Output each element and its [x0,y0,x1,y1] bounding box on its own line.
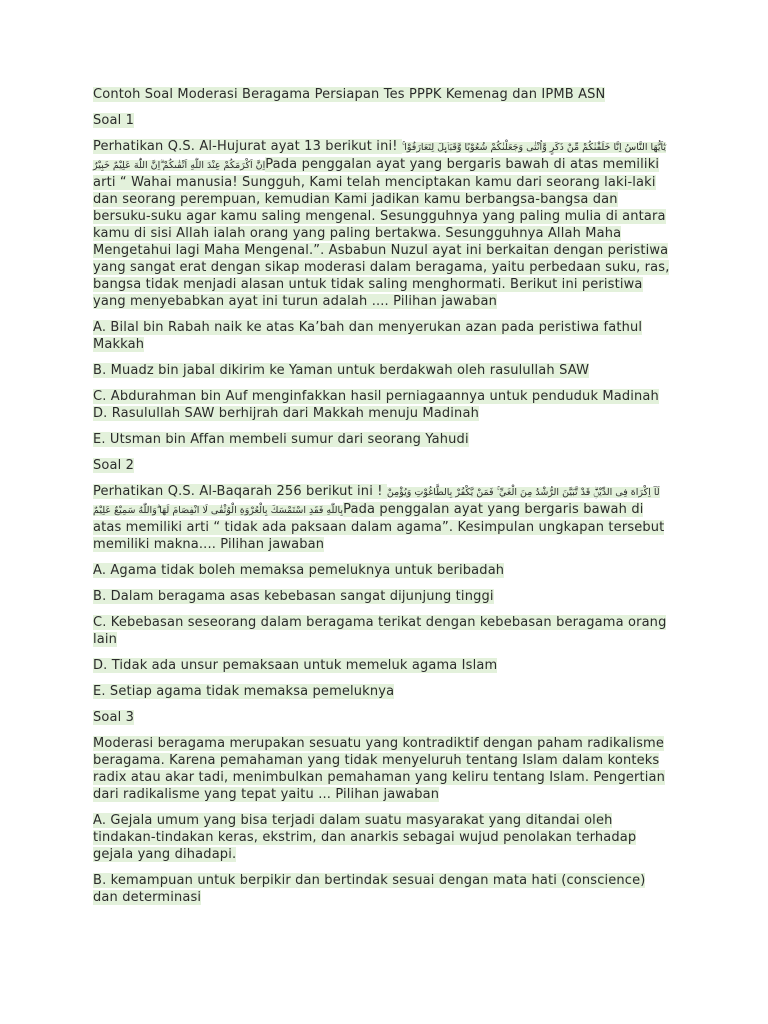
document-title [93,86,674,103]
q2-option-c-text: C. Kebebasan seseorang dalam beragama terikat dengan kebebasan beragama orang lain [93,615,667,647]
q1-option-c-text: C. Abdurahman bin Auf menginfakkan hasil perniagaannya untuk penduduk Madinah [93,389,659,404]
q3-question-text: Moderasi beragama merupakan sesuatu yang kontradiktif dengan paham radikalisme beragama. Karena pemahaman yang tidak menyeluruh tentang Islam dalam konteks radix atau akar tadi, menimbulkan pemahaman yang keliru tentang Islam. Pengertian dari radikalisme yang tepat yaitu ... Pilihan jawaban [93,736,666,802]
q2-option-e-text: E. Setiap agama tidak memaksa pemeluknya [93,684,395,699]
q1-option-b-text: B. Muadz bin jabal dikirim ke Yaman untuk berdakwah oleh rasulullah SAW [93,363,590,378]
q2-option-b [93,588,674,605]
q2-option-a [93,562,674,579]
q1-option-d [93,405,674,422]
q1-arabic-verse: يٰٓاَيُّهَا النَّاسُ اِنَّا خَلَقْنٰكُمْ مِّنْ ذَكَرٍ وَّاُنْثٰى وَجَعَلْنٰكُمْ شُعُوْبًا وَّقَبَاۤىِٕلَ لِتَعَارَفُوْا ۚ اِنَّ اَكْرَمَكُمْ عِنْدَ اللّٰهِ اَتْقٰىكُمْ ۗاِنَّ اللّٰهَ عَلِيْمٌ خَبِيْرٌ [93,142,667,171]
q1-option-e [93,431,674,448]
q2-option-c [93,614,674,648]
q3-label [93,709,674,726]
q1-option-d-text: D. Rasulullah SAW berhijrah dari Makkah menuju Madinah [93,406,479,421]
q3-option-b-text: B. kemampuan untuk berpikir dan bertindak sesuai dengan mata hati (conscience) dan determinasi [93,873,646,905]
q3-option-a [93,812,674,863]
q2-arabic-verse: لَآ اِكْرَاهَ فِى الدِّيْنِۗ قَدْ تَّبَيَّنَ الرُّشْدُ مِنَ الْغَيِّ ۚ فَمَنْ يَّكْفُرْ بِالطَّاغُوْتِ وَيُؤْمِنْ بِاللّٰهِ فَقَدِ اسْتَمْسَكَ بِالْعُرْوَةِ الْوُثْقٰى لَا انْفِصَامَ لَهَا ۗوَاللّٰهُ سَمِيْعٌ عَلِيْمٌ [93,487,660,516]
document-title-text: Contoh Soal Moderasi Beragama Persiapan Tes PPPK Kemenag dan IPMB ASN [93,87,606,102]
q2-question-text: Pada penggalan ayat yang bergaris bawah di atas memiliki arti “ tidak ada paksaan dalam agama”. Kesimpulan ungkapan tersebut memiliki makna.... Pilihan jawaban [93,502,665,552]
q3-option-a-text: A. Gejala umum yang bisa terjadi dalam suatu masyarakat yang ditandai oleh tindakan-tindakan keras, ekstrim, dan anarkis sebagai wujud penolakan terhadap gejala yang dihadapi. [93,813,637,862]
q1-option-a [93,319,674,353]
q3-label-text: Soal 3 [93,710,135,725]
q1-option-c [93,388,674,405]
q2-option-e [93,683,674,700]
q1-option-a-text: A. Bilal bin Rabah naik ke atas Ka’bah dan menyerukan azan pada peristiwa fathul Makkah [93,320,643,352]
q1-intro: Perhatikan Q.S. Al-Hujurat ayat 13 berikut ini! [93,139,402,154]
q1-option-e-text: E. Utsman bin Affan membeli sumur dari seorang Yahudi [93,432,469,447]
q1-stem [93,138,674,310]
q1-label [93,112,674,129]
q2-option-a-text: A. Agama tidak boleh memaksa pemeluknya untuk beribadah [93,563,505,578]
q2-label [93,457,674,474]
q2-option-d [93,657,674,674]
q2-label-text: Soal 2 [93,458,135,473]
q2-option-b-text: B. Dalam beragama asas kebebasan sangat dijunjung tinggi [93,589,494,604]
q1-question-text: Pada penggalan ayat yang bergaris bawah di atas memiliki arti “ Wahai manusia! Sungguh, Kami telah menciptakan kamu dari seorang laki-laki dan seorang perempuan, kemudian Kami jadikan kamu berbangsa-bangsa dan bersuku-suku agar kamu saling mengenal. Sesungguhnya yang paling mulia di antara kamu di sisi Allah ialah orang yang paling bertakwa. Sesungguhnya Allah Maha Mengetahui lagi Maha Mengenal.”. Asbabun Nuzul ayat ini berkaitan dengan peristiwa yang sangat erat dengan sikap moderasi dalam beragama, yaitu perbedaan suku, ras, bangsa tidak menjadi alasan untuk tidak saling menghormati. Berikut ini peristiwa yang menyebabkan ayat ini turun adalah .... Pilihan jawaban [93,157,670,309]
q2-stem [93,483,674,553]
q3-stem [93,735,674,803]
q1-option-b [93,362,674,379]
q3-option-b [93,872,674,906]
q2-intro: Perhatikan Q.S. Al-Baqarah 256 berikut ini ! [93,484,387,499]
q2-option-d-text: D. Tidak ada unsur pemaksaan untuk memeluk agama Islam [93,658,498,673]
q1-label-text: Soal 1 [93,113,135,128]
